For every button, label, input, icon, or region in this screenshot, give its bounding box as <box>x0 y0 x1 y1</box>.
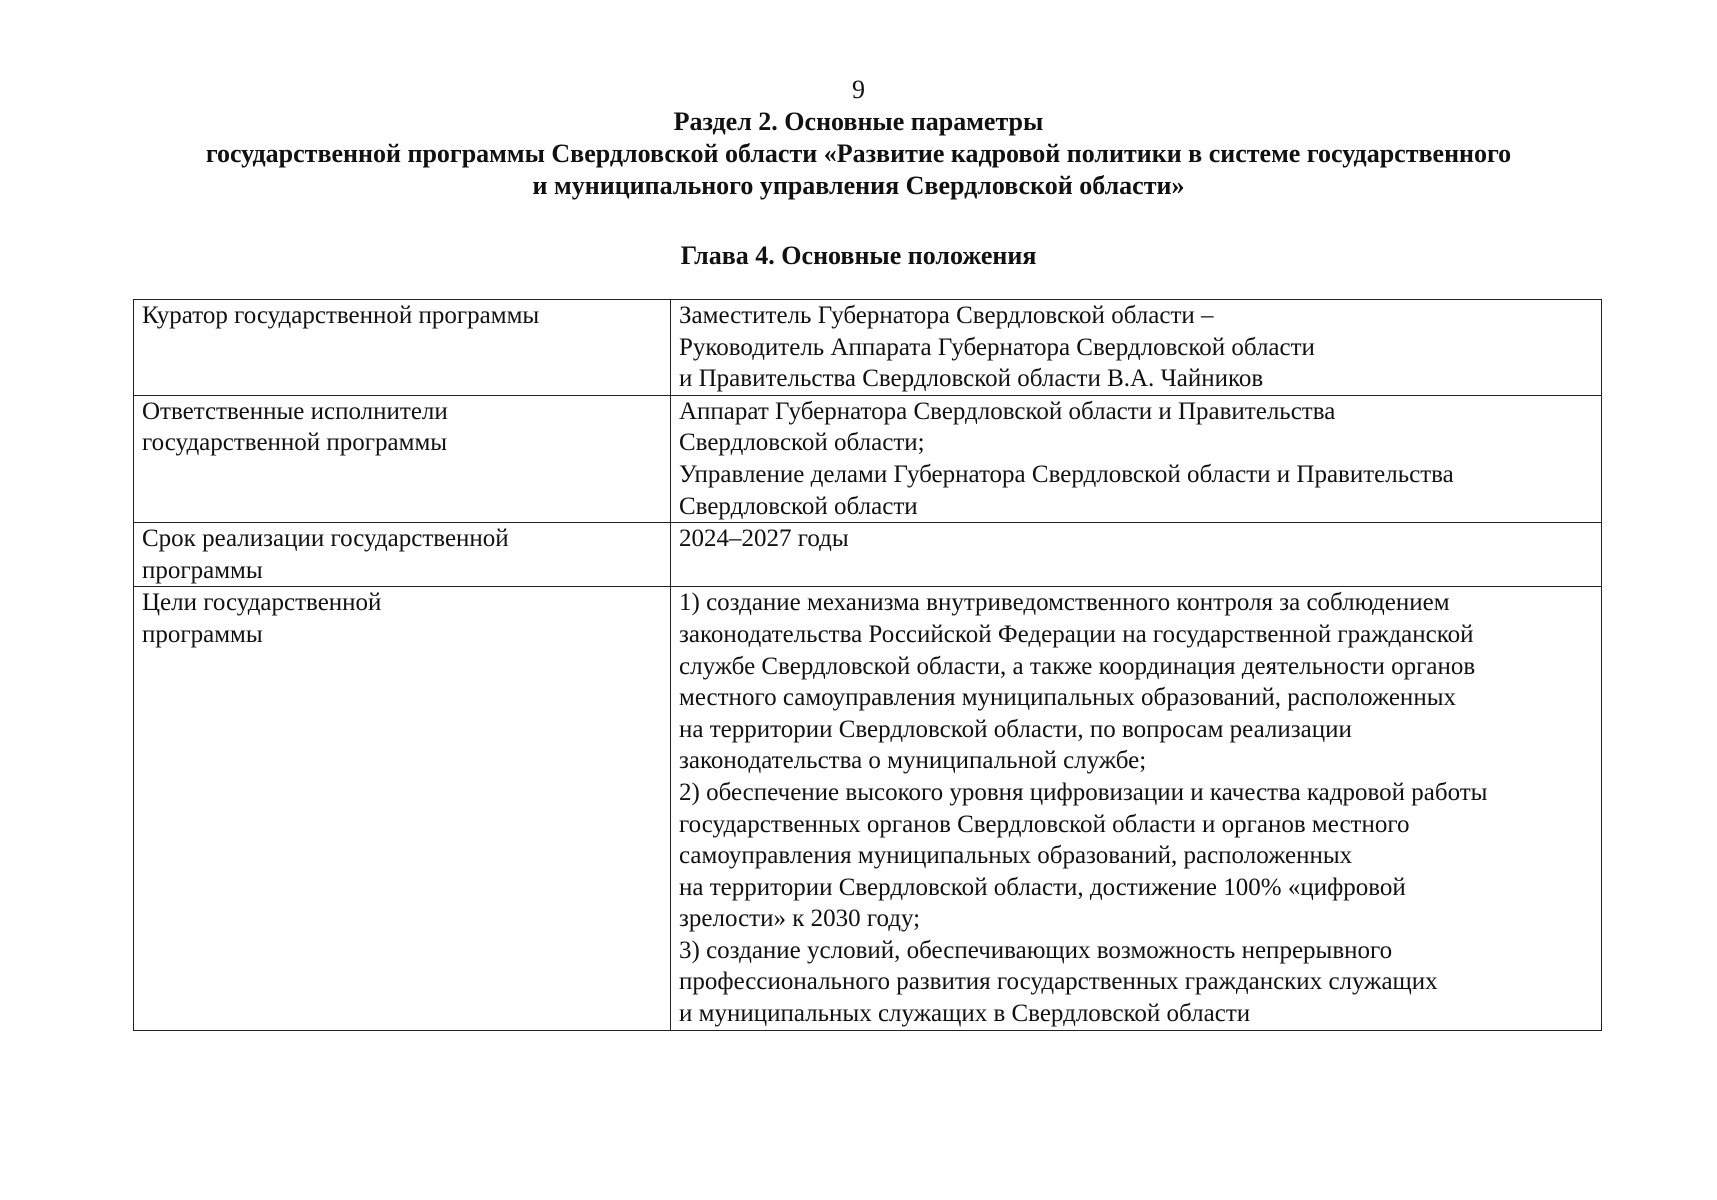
table-row-executors <box>134 395 1602 522</box>
text-line: государственной программы <box>142 429 448 457</box>
section-heading-line: государственной программы Свердловской области «Развитие кадровой политики в системе государственного <box>205 139 1512 168</box>
text-line: самоуправления муниципальных образований, расположенных <box>679 842 1353 870</box>
text-line: и Правительства Свердловской области В.А. Чайников <box>679 365 1264 393</box>
text-line: Ответственные исполнители <box>142 397 448 425</box>
text-line: службе Свердловской области, а также координация деятельности органов <box>679 652 1476 680</box>
row-label <box>134 587 671 1030</box>
page-number: 9 <box>852 75 865 104</box>
text-line: Куратор государственной программы <box>142 302 540 329</box>
text-line: профессионального развития государственных гражданских служащих <box>679 968 1438 996</box>
text-line: Срок реализации государственной <box>142 525 509 553</box>
text-line: и муниципальных служащих в Свердловской области <box>679 1000 1251 1028</box>
row-label <box>134 395 671 522</box>
section-heading-line: Раздел 2. Основные параметры <box>673 107 1044 136</box>
text-line: зрелости» к 2030 году; <box>679 905 921 933</box>
text-line: программы <box>142 620 263 648</box>
text-line: Управление делами Губернатора Свердловской области и Правительства <box>679 460 1454 488</box>
row-value <box>671 587 1602 1030</box>
text-line: Руководитель Аппарата Губернатора Свердловской области <box>679 333 1315 361</box>
table-row-curator <box>134 300 1602 396</box>
text-line: программы <box>142 556 263 584</box>
row-label <box>134 300 671 396</box>
section-heading-line: и муниципального управления Свердловской области» <box>532 171 1185 200</box>
text-line: 2) обеспечение высокого уровня цифровизации и качества кадровой работы <box>679 778 1488 806</box>
text-line: законодательства Российской Федерации на государственной гражданской <box>679 620 1474 648</box>
text-line: 3) создание условий, обеспечивающих возможность непрерывного <box>679 936 1393 964</box>
text-line: Аппарат Губернатора Свердловской области и Правительства <box>679 397 1336 425</box>
program-parameters-table <box>133 299 1602 1031</box>
text-line: Свердловской области <box>679 492 918 520</box>
row-label <box>134 523 671 587</box>
text-line: на территории Свердловской области, достижение 100% «цифровой <box>679 873 1406 901</box>
text-line: 1) создание механизма внутриведомственного контроля за соблюдением <box>679 589 1450 617</box>
table-row-goals <box>134 587 1602 1030</box>
text-line: Заместитель Губернатора Свердловской области – <box>679 302 1214 329</box>
row-value <box>671 300 1602 396</box>
text-line: Цели государственной <box>142 589 382 617</box>
text-line: 2024–2027 годы <box>679 525 849 553</box>
text-line: законодательства о муниципальной службе; <box>679 747 1147 775</box>
text-line: государственных органов Свердловской области и органов местного <box>679 810 1410 838</box>
text-line: Свердловской области; <box>679 429 925 457</box>
text-line: на территории Свердловской области, по вопросам реализации <box>679 715 1352 743</box>
section-heading <box>0 106 1717 202</box>
text-line: местного самоуправления муниципальных образований, расположенных <box>679 684 1456 712</box>
row-value <box>671 523 1602 587</box>
row-value <box>671 395 1602 522</box>
chapter-heading: Глава 4. Основные положения <box>680 241 1037 270</box>
table-row-term <box>134 523 1602 587</box>
